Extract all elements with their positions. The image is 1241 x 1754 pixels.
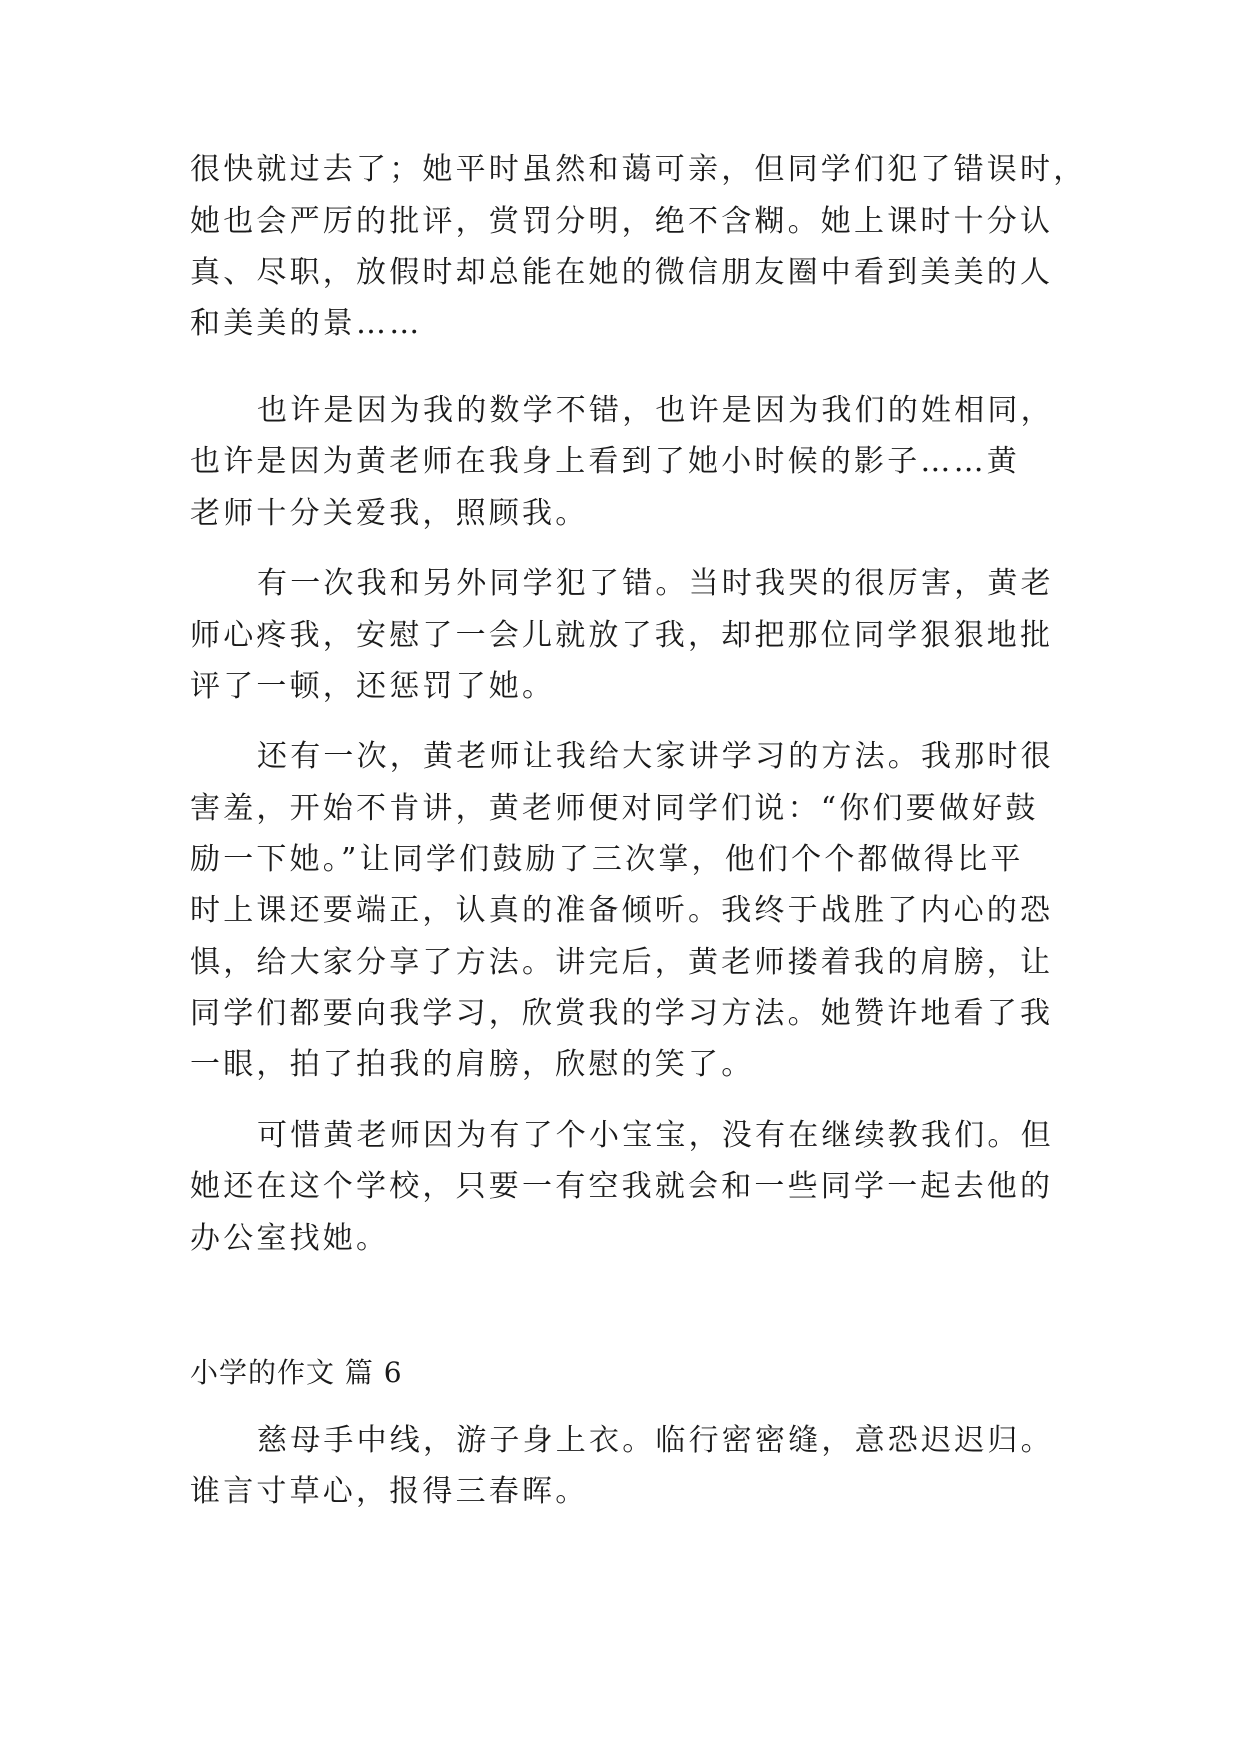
- paragraph-3-line-2: 师心疼我，安慰了一会儿就放了我，却把那位同学狠狠地批: [190, 618, 1054, 653]
- paragraph-4-line-2: 害羞，开始不肯讲，黄老师便对同学们说：“你们要做好鼓: [190, 791, 1039, 826]
- paragraph-5-line-2: 她还在这个学校，只要一有空我就会和一些同学一起去他的: [190, 1169, 1054, 1204]
- paragraph-5-line-3: 办公室找她。: [190, 1221, 390, 1256]
- paragraph-3-line-3: 评了一顿，还惩罚了她。: [190, 669, 556, 704]
- paragraph-2-line-2: 也许是因为黄老师在我身上看到了她小时候的影子……黄: [190, 444, 1020, 479]
- paragraph-4-line-7: 一眼，拍了拍我的肩膀，欣慰的笑了。: [190, 1047, 755, 1082]
- section-heading: 小学的作文 篇 6: [190, 1356, 403, 1389]
- paragraph-5-line-1: 可惜黄老师因为有了个小宝宝，没有在继续教我们。但: [257, 1118, 1054, 1153]
- poem-line-1: 慈母手中线，游子身上衣。临行密密缝，意恐迟迟归。: [257, 1423, 1054, 1458]
- paragraph-3-line-1: 有一次我和另外同学犯了错。当时我哭的很厉害，黄老: [257, 566, 1054, 601]
- paragraph-4-line-4: 时上课还要端正，认真的准备倾听。我终于战胜了内心的恐: [190, 893, 1054, 928]
- poem-line-2: 谁言寸草心，报得三春晖。: [190, 1474, 589, 1509]
- paragraph-4-line-1: 还有一次，黄老师让我给大家讲学习的方法。我那时很: [257, 739, 1054, 774]
- paragraph-4-line-6: 同学们都要向我学习，欣赏我的学习方法。她赞许地看了我: [190, 996, 1054, 1031]
- paragraph-4-line-3: 励一下她。”让同学们鼓励了三次掌，他们个个都做得比平: [190, 842, 1024, 877]
- paragraph-1-line-1: 很快就过去了；她平时虽然和蔼可亲，但同学们犯了错误时，: [190, 152, 1087, 187]
- paragraph-4-line-5: 惧，给大家分享了方法。讲完后，黄老师搂着我的肩膀，让: [190, 945, 1054, 980]
- paragraph-1-line-3: 真、尽职，放假时却总能在她的微信朋友圈中看到美美的人: [190, 255, 1054, 290]
- paragraph-2-line-3: 老师十分关爱我，照顾我。: [190, 496, 589, 531]
- paragraph-1-line-4: 和美美的景……: [190, 306, 423, 341]
- paragraph-1-line-2: 她也会严厉的批评，赏罚分明，绝不含糊。她上课时十分认: [190, 204, 1054, 239]
- paragraph-2-line-1: 也许是因为我的数学不错，也许是因为我们的姓相同，: [257, 393, 1054, 428]
